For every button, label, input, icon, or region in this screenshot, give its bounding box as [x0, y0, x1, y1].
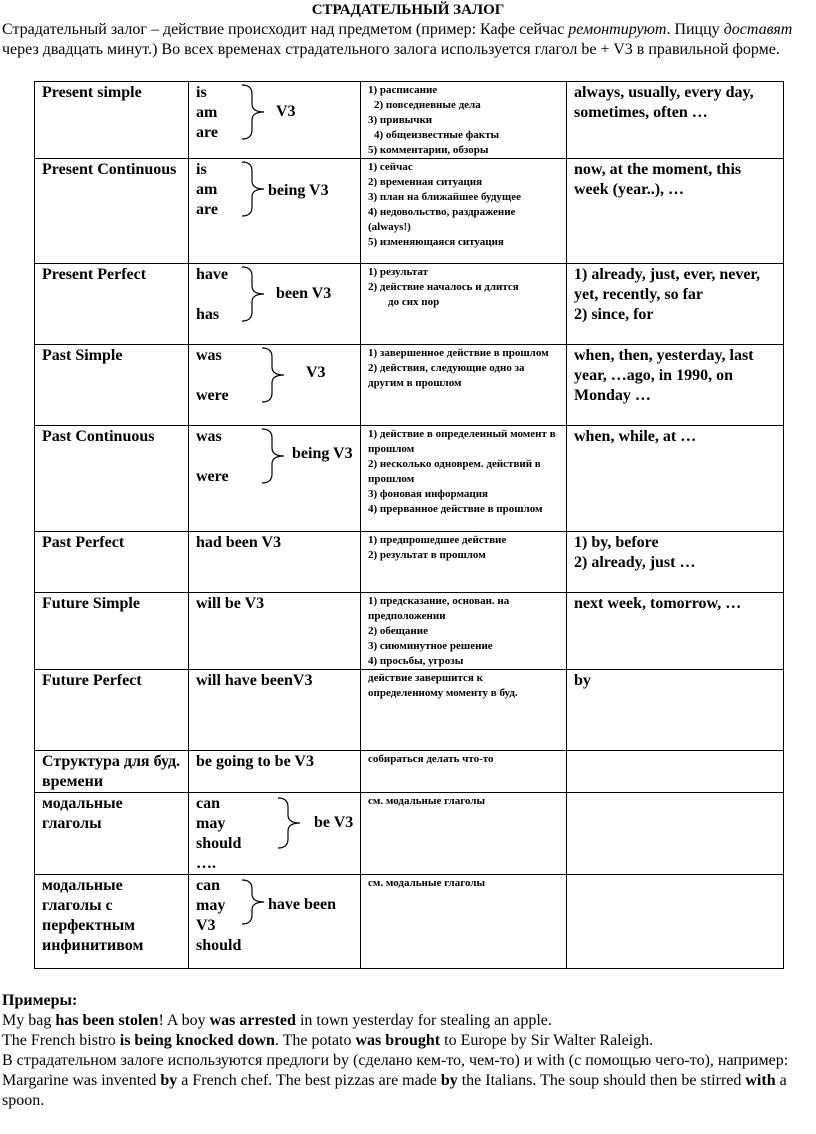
usage-item: 1) результат	[368, 266, 429, 278]
usage-list	[361, 875, 567, 969]
verb-form	[189, 345, 361, 426]
usage-item: см. модальные глаголы	[368, 877, 486, 889]
time-markers: by	[567, 670, 784, 751]
form-word: am	[196, 104, 218, 121]
form-word: can	[196, 795, 220, 812]
table-row	[35, 751, 784, 793]
example-text: in town yesterday for stealing an apple.	[295, 1012, 552, 1029]
form-word: has	[196, 306, 220, 323]
usage-list	[361, 426, 567, 532]
tense-name: Future Simple	[35, 593, 189, 670]
usage-item: 1) предпрошедшее действие	[368, 534, 507, 546]
example-text: В страдательном залоге используются предлоги by (сделано кем-то, чем-то) и with (с помощью чего-то), например: Margarine was invented	[2, 1052, 789, 1089]
example-text: a French chef. The best pizzas are made	[177, 1072, 441, 1089]
form-word: should	[196, 835, 242, 852]
table-row	[35, 793, 784, 875]
brace-path	[278, 798, 300, 848]
form-word: ….	[196, 855, 216, 872]
example-text: to Europe by Sir Walter Raleigh.	[440, 1032, 654, 1049]
usage-list	[361, 264, 567, 345]
usage-list	[361, 532, 567, 593]
verb-form: be going to be V3	[189, 751, 361, 793]
usage-list	[361, 82, 567, 159]
usage-item: 1) действие в определенный момент в прошлом	[368, 428, 556, 455]
brace-path	[242, 880, 264, 924]
form-word: were	[196, 468, 229, 485]
time-markers: when, while, at …	[567, 426, 784, 532]
brace-path	[242, 267, 264, 321]
passive-verb: is being knocked down	[119, 1032, 275, 1049]
intro-text: Страдательный залог – действие происходит над предметом (пример: Кафе сейчас	[2, 21, 569, 38]
usage-item: собираться делать что-то	[368, 753, 494, 765]
table-row	[35, 345, 784, 426]
example-text: The French bistro	[2, 1032, 120, 1049]
form-word: is	[196, 161, 207, 178]
intro-paragraph	[2, 20, 802, 60]
verb-form	[189, 426, 361, 532]
example-text: My bag	[2, 1012, 56, 1029]
time-markers	[567, 793, 784, 875]
auxiliary-form: have been	[268, 896, 336, 913]
auxiliary-form: be V3	[314, 814, 354, 831]
table-row	[35, 875, 784, 969]
auxiliary-form: being V3	[268, 182, 329, 199]
form-word: am	[196, 181, 218, 198]
example-text: a spoon.	[2, 1072, 787, 1109]
usage-list	[361, 345, 567, 426]
time-markers: always, usually, every day, sometimes, often …	[567, 82, 784, 159]
form-word: have	[196, 266, 228, 283]
usage-item: 4) прерванное действие в прошлом	[368, 503, 543, 515]
passive-verb: with	[745, 1072, 776, 1089]
table-row	[35, 593, 784, 670]
auxiliary-form: been V3	[276, 285, 332, 302]
example-text: . The potato	[274, 1032, 356, 1049]
usage-item: 2) результат в прошлом	[368, 549, 486, 561]
usage-item: 3) сиюминутное решение	[368, 640, 493, 652]
usage-list	[361, 593, 567, 670]
brace-icon	[260, 347, 288, 409]
tense-name: Present simple	[35, 82, 189, 159]
form-word: can	[196, 877, 220, 894]
usage-item: 2) временная ситуация	[368, 176, 483, 188]
table-row	[35, 426, 784, 532]
verb-form: will be V3	[189, 593, 361, 670]
verb-form	[189, 875, 361, 969]
verb-form	[189, 793, 361, 875]
example-text: the Italians. The soup should then be stirred	[457, 1072, 746, 1089]
tense-name: Future Perfect	[35, 670, 189, 751]
form-word: may	[196, 897, 226, 914]
verb-form: will have beenV3	[189, 670, 361, 751]
table-row	[35, 670, 784, 751]
form-word: may	[196, 815, 226, 832]
usage-item: 1) предсказание, основан. на предположении	[368, 595, 510, 622]
usage-item: 4) общеизвестные факты	[374, 129, 500, 141]
passive-voice-table	[34, 81, 784, 969]
tense-name: Past Perfect	[35, 532, 189, 593]
usage-list	[361, 793, 567, 875]
verb-form	[189, 82, 361, 159]
passive-verb: by	[160, 1072, 178, 1089]
time-markers: 1) already, just, ever, never, yet, recently, so far 2) since, for	[567, 264, 784, 345]
brace-path	[242, 85, 264, 139]
usage-list	[361, 159, 567, 264]
time-markers: 1) by, before 2) already, just …	[567, 532, 784, 593]
tense-name: Present Perfect	[35, 264, 189, 345]
passive-verb: was arrested	[209, 1012, 296, 1029]
usage-item: 4) просьбы, угрозы	[368, 655, 464, 667]
brace-icon	[240, 161, 268, 223]
usage-list	[361, 751, 567, 793]
auxiliary-form: being V3	[292, 445, 353, 462]
usage-item: до сих пор	[388, 296, 440, 308]
intro-italic-example: ремонтируют	[568, 21, 667, 38]
intro-italic-example: доставят	[723, 21, 793, 38]
usage-item: 5) комментарии, обзоры	[368, 144, 489, 156]
passive-verb: was brought	[355, 1032, 441, 1049]
form-word: were	[196, 387, 229, 404]
auxiliary-form: V3	[306, 364, 326, 381]
example-text: ! A boy	[158, 1012, 210, 1029]
table-row	[35, 532, 784, 593]
passive-verb: by	[440, 1072, 458, 1089]
example-line-2	[2, 1031, 802, 1051]
form-word: V3	[196, 917, 216, 934]
form-word: should	[196, 937, 242, 954]
brace-icon	[240, 266, 268, 328]
tense-name: Past Continuous	[35, 426, 189, 532]
verb-form: had been V3	[189, 532, 361, 593]
form-word: are	[196, 124, 218, 141]
usage-item: 3) план на ближайшее будущее	[368, 191, 521, 203]
tense-name: модальные глаголы с перфектным инфинитивом	[35, 875, 189, 969]
brace-path	[262, 348, 284, 402]
form-word: is	[196, 84, 207, 101]
page-title: СТРАДАТЕЛЬНЫЙ ЗАЛОГ	[311, 2, 505, 18]
verb-form	[189, 264, 361, 345]
tense-name: Past Simple	[35, 345, 189, 426]
usage-item: 2) действие началось и длится	[368, 281, 519, 293]
table-row	[35, 82, 784, 159]
prepositions-note	[2, 1051, 802, 1111]
tense-name: Present Continuous	[35, 159, 189, 264]
usage-item: 1) расписание	[368, 84, 438, 96]
passive-verb: has been stolen	[55, 1012, 159, 1029]
brace-icon	[240, 879, 268, 931]
examples-section	[2, 991, 802, 1111]
time-markers: next week, tomorrow, …	[567, 593, 784, 670]
time-markers	[567, 751, 784, 793]
form-word: are	[196, 201, 218, 218]
intro-text: . Пиццу	[666, 21, 724, 38]
form-word: was	[196, 428, 222, 445]
intro-text: через двадцать минут.) Во всех временах страдательного залога используется глагол be + V3 в правильной форме.	[2, 41, 780, 58]
time-markers: now, at the moment, this week (year..), …	[567, 159, 784, 264]
examples-heading: Примеры:	[2, 992, 78, 1009]
brace-path	[262, 429, 284, 483]
example-line-1	[2, 1011, 802, 1031]
usage-list	[361, 670, 567, 751]
usage-item: 2) обещание	[368, 625, 428, 637]
usage-item: 2) повседневные дела	[374, 99, 481, 111]
auxiliary-form: V3	[276, 103, 296, 120]
verb-form	[189, 159, 361, 264]
usage-item: см. модальные глаголы	[368, 795, 486, 807]
tense-name: Структура для буд. времени	[35, 751, 189, 793]
table-row	[35, 264, 784, 345]
usage-item: действие завершится к определенному моменту в буд.	[368, 672, 518, 699]
usage-item: 2) несколько одноврем. действий в прошлом	[368, 458, 541, 485]
usage-item: 3) привычки	[368, 114, 433, 126]
form-word: was	[196, 347, 222, 364]
brace-icon	[276, 797, 304, 855]
time-markers	[567, 875, 784, 969]
brace-path	[242, 162, 264, 216]
usage-item: 5) изменяющаяся ситуация	[368, 236, 504, 248]
usage-item: 1) сейчас	[368, 161, 413, 173]
usage-item: 2) действия, следующие одно за другим в прошлом	[368, 362, 525, 389]
brace-icon	[240, 84, 268, 146]
usage-item: 1) завершенное действие в прошлом	[368, 347, 549, 359]
time-markers: when, then, yesterday, last year, …ago, in 1990, on Monday …	[567, 345, 784, 426]
tense-name: модальные глаголы	[35, 793, 189, 875]
usage-item: 4) недовольство, раздражение (always!)	[368, 206, 516, 233]
usage-item: 3) фоновая информация	[368, 488, 489, 500]
brace-icon	[260, 428, 288, 490]
table-row	[35, 159, 784, 264]
